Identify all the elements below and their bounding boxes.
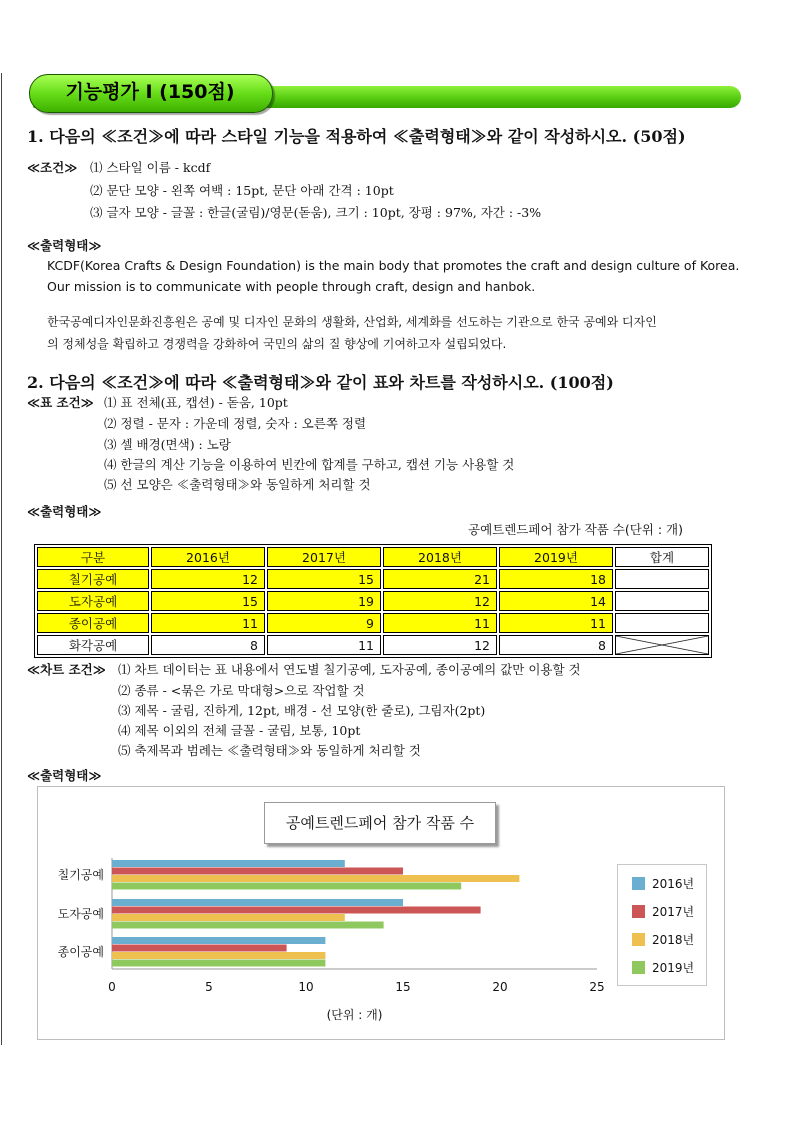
- q2-table-condition-4: ⑷ 한글의 계산 기능을 이용하여 빈칸에 합계를 구하고, 캡션 기능 사용할 것: [104, 457, 515, 472]
- x-axis-title: (단위 : 개): [326, 1008, 383, 1022]
- table-cell: 21: [383, 569, 497, 589]
- banner-title: 기능평가 Ⅰ (150점): [65, 81, 235, 103]
- table-cell: 12: [151, 569, 265, 589]
- q1-condition-1: ⑴ 스타일 이름 - kcdf: [90, 160, 211, 175]
- row-label: 칠기공예: [37, 569, 149, 589]
- header-2017: 2017년: [267, 547, 381, 567]
- row-label: 도자공예: [37, 591, 149, 611]
- row-label: 화각공예: [37, 635, 149, 655]
- table-cell: 14: [499, 591, 613, 611]
- chart-title: 공예트렌드페어 참가 작품 수: [264, 802, 496, 844]
- q2-table-condition-5: ⑸ 선 모양은 ≪출력형태≫와 동일하게 처리할 것: [104, 477, 371, 492]
- q1-paragraph-ko-line-2: 의 정체성을 확립하고 경쟁력을 강화하여 국민의 삶의 질 향상에 기여하고자 설립되었다.: [47, 337, 507, 351]
- legend-label: 2017년: [652, 905, 695, 919]
- q2-heading: 2. 다음의 ≪조건≫에 따라 ≪출력형태≫와 같이 표와 차트를 작성하시오. (100점): [27, 373, 614, 392]
- legend-swatch: [632, 877, 645, 890]
- table-cell: 8: [151, 635, 265, 655]
- header-2019: 2019년: [499, 547, 613, 567]
- x-tick-label: 10: [298, 980, 314, 994]
- legend-swatch: [632, 961, 645, 974]
- legend-swatch: [632, 905, 645, 918]
- table-cell: 9: [267, 613, 381, 633]
- q1-paragraph-en-line-2: Our mission is to communicate with people through craft, design and hanbok.: [47, 279, 536, 294]
- table-cell: 8: [499, 635, 613, 655]
- table-cell: 15: [151, 591, 265, 611]
- x-tick-label: 15: [395, 980, 411, 994]
- table-cell: 18: [499, 569, 613, 589]
- bar-종이공예-2018년: [112, 952, 325, 959]
- row-label: 종이공예: [37, 613, 149, 633]
- q2-chart-conditions-label: ≪차트 조건≫: [27, 662, 106, 677]
- bar-칠기공예-2016년: [112, 860, 345, 867]
- table-cell: 11: [499, 613, 613, 633]
- q2-chart-output-label: ≪출력형태≫: [27, 768, 102, 783]
- q1-heading: 1. 다음의 ≪조건≫에 따라 스타일 기능을 적용하여 ≪출력형태≫와 같이 작성하시오. (50점): [27, 127, 686, 146]
- header-total: 합계: [615, 547, 709, 567]
- q1-output-label: ≪출력형태≫: [27, 238, 102, 253]
- table-cell: 11: [383, 613, 497, 633]
- bar-칠기공예-2019년: [112, 883, 461, 890]
- bar-종이공예-2019년: [112, 960, 325, 967]
- category-label: 종이공예: [57, 945, 104, 959]
- bar-도자공예-2018년: [112, 914, 345, 921]
- header-category: 구분: [37, 547, 149, 567]
- table-cell: 15: [267, 569, 381, 589]
- legend-label: 2018년: [652, 933, 695, 947]
- bar-칠기공예-2018년: [112, 875, 519, 882]
- table-cell: 12: [383, 591, 497, 611]
- x-tick-label: 20: [492, 980, 508, 994]
- q2-chart-condition-1: ⑴ 차트 데이터는 표 내용에서 연도별 칠기공예, 도자공예, 종이공예의 값만 이용할 것: [118, 662, 581, 677]
- legend-swatch: [632, 933, 645, 946]
- q1-conditions-label: ≪조건≫: [27, 160, 78, 175]
- x-tick-label: 25: [589, 980, 605, 994]
- header-2016: 2016년: [151, 547, 265, 567]
- q2-chart-condition-4: ⑷ 제목 이외의 전체 글꼴 - 굴림, 보통, 10pt: [118, 723, 361, 738]
- table-caption: 공예트렌드페어 참가 작품 수(단위 : 개): [468, 522, 683, 537]
- q1-paragraph-ko-line-1: 한국공예디자인문화진흥원은 공예 및 디자인 문화의 생활화, 산업화, 세계화를 선도하는 기관으로 한국 공예와 디자인: [47, 315, 657, 329]
- bar-도자공예-2019년: [112, 922, 384, 929]
- x-tick-label: 5: [205, 980, 213, 994]
- header-2018: 2018년: [383, 547, 497, 567]
- bar-종이공예-2017년: [112, 945, 287, 952]
- category-label: 칠기공예: [57, 868, 104, 882]
- bar-도자공예-2017년: [112, 907, 481, 914]
- x-tick-label: 0: [108, 980, 116, 994]
- q1-condition-3: ⑶ 글자 모양 - 글꼴 : 한글(굴림)/영문(돋움), 크기 : 10pt, 장평 : 97%, 자간 : -3%: [90, 205, 542, 220]
- table-cell: 11: [267, 635, 381, 655]
- bar-칠기공예-2017년: [112, 868, 403, 875]
- q2-table-output-label: ≪출력형태≫: [27, 504, 102, 519]
- table-cell: 12: [383, 635, 497, 655]
- q1-condition-2: ⑵ 문단 모양 - 왼쪽 여백 : 15pt, 문단 아래 간격 : 10pt: [90, 183, 394, 198]
- q2-table-condition-1: ⑴ 표 전체(표, 캡션) - 돋움, 10pt: [104, 395, 288, 410]
- q2-chart-condition-2: ⑵ 종류 - <묶은 가로 막대형>으로 작업할 것: [118, 683, 365, 698]
- q2-chart-condition-5: ⑸ 축제목과 범례는 ≪출력형태≫와 동일하게 처리할 것: [118, 743, 421, 758]
- table-cell: 11: [151, 613, 265, 633]
- legend-label: 2019년: [652, 961, 695, 975]
- legend-label: 2016년: [652, 877, 695, 891]
- q1-paragraph-en-line-1: KCDF(Korea Crafts & Design Foundation) is the main body that promotes the craft and design culture of Korea.: [47, 258, 740, 273]
- category-label: 도자공예: [57, 907, 104, 921]
- q2-chart-condition-3: ⑶ 제목 - 굴림, 진하게, 12pt, 배경 - 선 모양(한 줄로), 그림자(2pt): [118, 703, 486, 718]
- table-cell: 19: [267, 591, 381, 611]
- bar-도자공예-2016년: [112, 899, 403, 906]
- q2-table-condition-2: ⑵ 정렬 - 문자 : 가운데 정렬, 숫자 : 오른쪽 정렬: [104, 416, 367, 431]
- bar-종이공예-2016년: [112, 937, 325, 944]
- q2-table-condition-3: ⑶ 셀 배경(면색) : 노랑: [104, 437, 231, 452]
- q2-table-conditions-label: ≪표 조건≫: [27, 395, 94, 410]
